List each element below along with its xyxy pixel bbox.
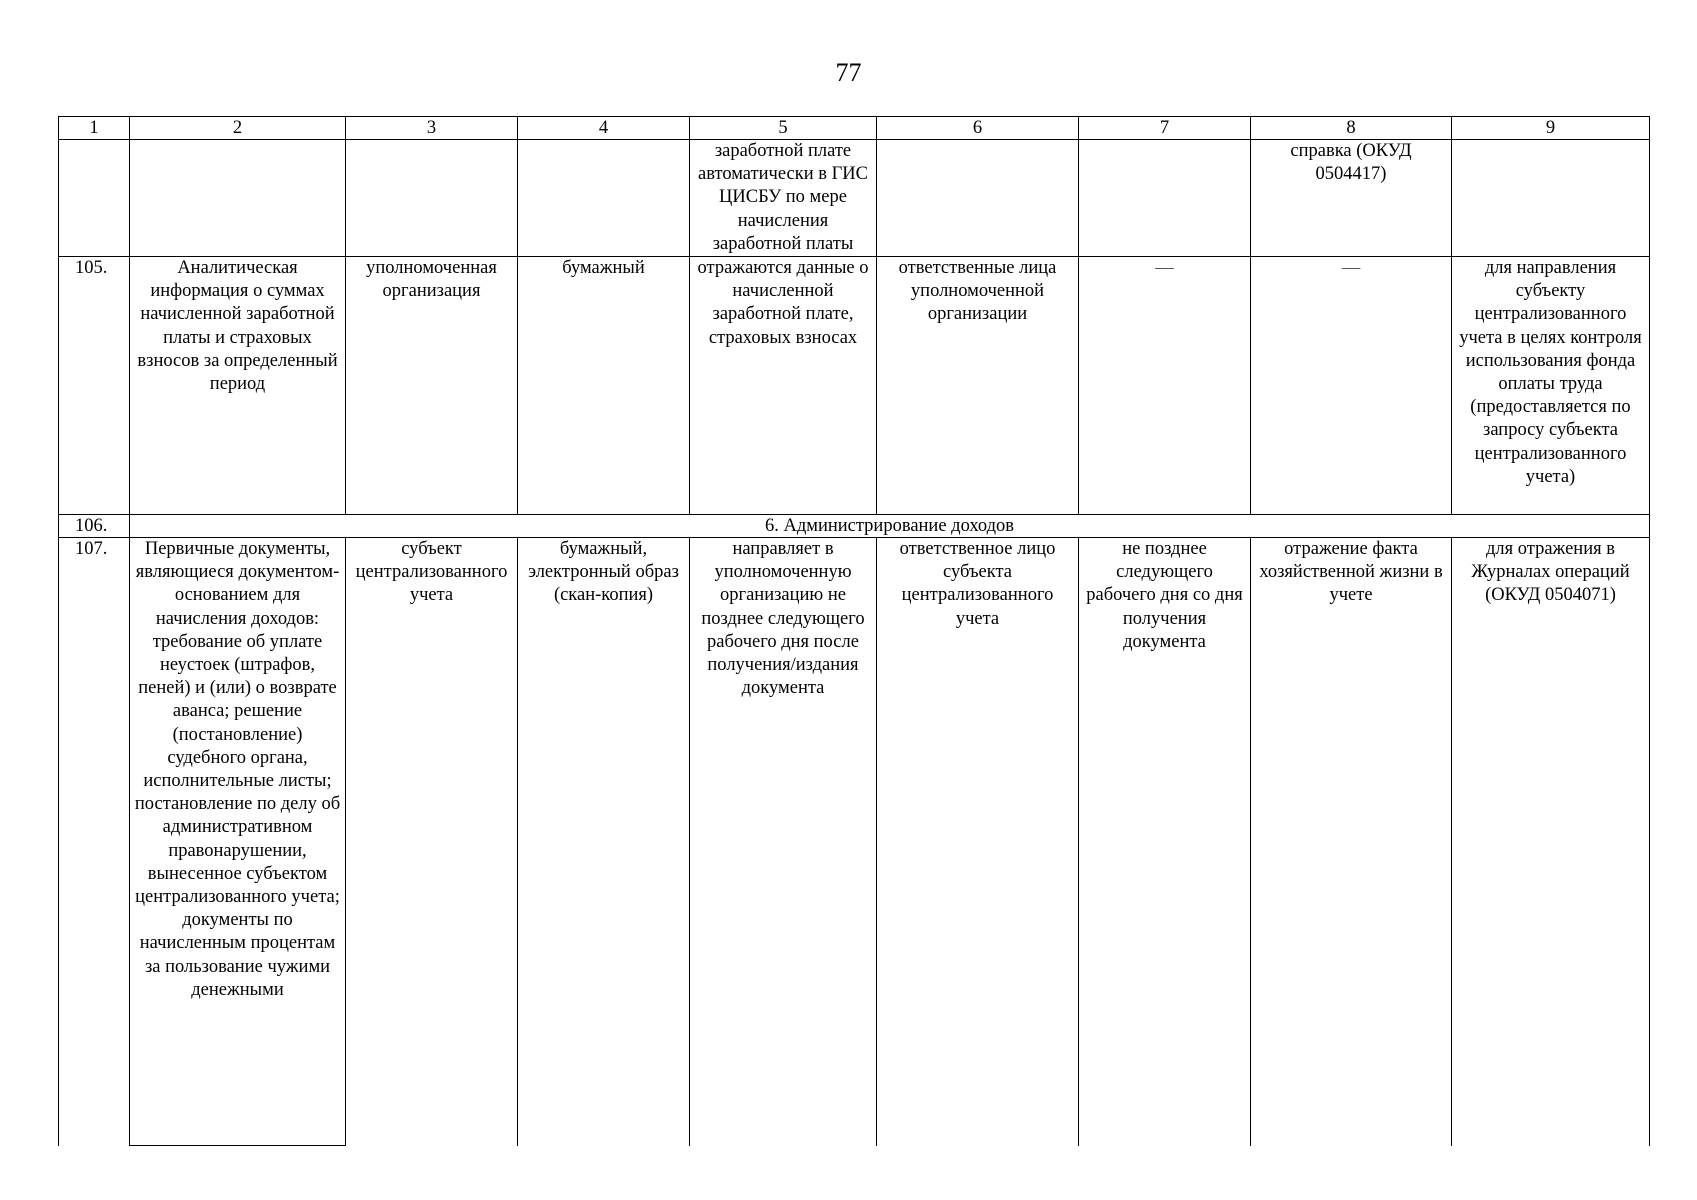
column-header-7: 7 xyxy=(1079,117,1251,140)
cell-responsible: ответственное лицо субъекта централизованного учета xyxy=(877,538,1079,1146)
cell-purpose: для направления субъекту централизованного учета в целях контроля использования фонда оплаты труда (предоставляется по запросу субъекта централизованного учета) xyxy=(1452,257,1650,515)
column-header-9: 9 xyxy=(1452,117,1650,140)
cell-purpose xyxy=(1452,140,1650,257)
column-number-row xyxy=(59,117,1650,140)
cell-document xyxy=(130,140,346,257)
cell-number: 107. xyxy=(59,538,130,1146)
accounting-document-table xyxy=(58,116,1650,1146)
cell-number: 106. xyxy=(59,515,130,538)
cell-format: бумажный xyxy=(518,257,690,515)
cell-procedure: заработной плате автоматически в ГИС ЦИСБУ по мере начисления заработной платы xyxy=(690,140,877,257)
cell-creator: уполномоченная организация xyxy=(346,257,518,515)
column-header-3: 3 xyxy=(346,117,518,140)
cell-number: 105. xyxy=(59,257,130,515)
table-row-107 xyxy=(59,538,1650,1146)
cell-format xyxy=(518,140,690,257)
cell-creator xyxy=(346,140,518,257)
cell-purpose: для отражения в Журналах операций (ОКУД 0504071) xyxy=(1452,538,1650,1146)
cell-responsible: ответственные лица уполномоченной организации xyxy=(877,257,1079,515)
column-header-6: 6 xyxy=(877,117,1079,140)
section-heading: 6. Администрирование доходов xyxy=(130,515,1650,538)
cell-result: — xyxy=(1251,257,1452,515)
table-row-105 xyxy=(59,257,1650,515)
cell-result: справка (ОКУД 0504417) xyxy=(1251,140,1452,257)
table-row-continuation xyxy=(59,140,1650,257)
column-header-8: 8 xyxy=(1251,117,1452,140)
cell-document: Первичные документы, являющиеся документом-основанием для начисления доходов: требование об уплате неустоек (штрафов, пеней) и (или) о возврате аванса; решение (постановление) судебного органа, исполнительные листы; постановление по делу об административном правонарушении, вынесенное субъектом централизованного учета; документы по начисленным процентам за пользование чужими денежными xyxy=(130,538,346,1146)
cell-deadline xyxy=(1079,140,1251,257)
cell-creator: субъект централизованного учета xyxy=(346,538,518,1146)
cell-document: Аналитическая информация о суммах начисленной заработной платы и страховых взносов за определенный период xyxy=(130,257,346,515)
table-row-106-section xyxy=(59,515,1650,538)
column-header-1: 1 xyxy=(59,117,130,140)
column-header-2: 2 xyxy=(130,117,346,140)
cell-format: бумажный, электронный образ (скан-копия) xyxy=(518,538,690,1146)
page-number: 77 xyxy=(835,58,862,87)
cell-procedure: отражаются данные о начисленной заработной плате, страховых взносах xyxy=(690,257,877,515)
cell-result: отражение факта хозяйственной жизни в учете xyxy=(1251,538,1452,1146)
column-header-4: 4 xyxy=(518,117,690,140)
cell-number xyxy=(59,140,130,257)
cell-procedure: направляет в уполномоченную организацию не позднее следующего рабочего дня после получения/издания документа xyxy=(690,538,877,1146)
cell-responsible xyxy=(877,140,1079,257)
cell-deadline: не позднее следующего рабочего дня со дня получения документа xyxy=(1079,538,1251,1146)
column-header-5: 5 xyxy=(690,117,877,140)
cell-deadline: — xyxy=(1079,257,1251,515)
